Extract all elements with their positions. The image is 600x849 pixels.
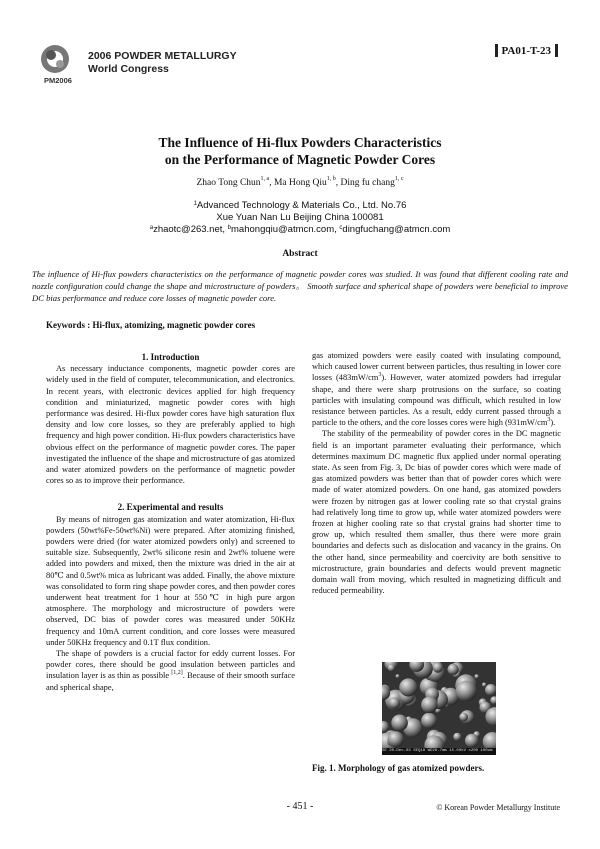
email-b: mahongqiu@atmcn.com, bbox=[231, 224, 340, 235]
affiliation bbox=[60, 200, 540, 236]
author-3: Ding fu chang bbox=[340, 178, 395, 188]
powder-particle bbox=[482, 683, 486, 687]
pm2006-logo-icon bbox=[40, 44, 70, 74]
author-1: Zhao Tong Chun bbox=[196, 178, 261, 188]
paper-code-badge bbox=[495, 44, 559, 57]
paper-title bbox=[60, 134, 540, 168]
author-2-sup: 1, b bbox=[326, 176, 336, 182]
intro-heading: 1. Introduction bbox=[141, 352, 200, 362]
powder-particle bbox=[448, 664, 459, 675]
citation-ref: [1,2] bbox=[171, 670, 183, 677]
logo-label: PM2006 bbox=[44, 76, 72, 85]
conference-line-2: World Congress bbox=[88, 63, 169, 75]
title-line-1: The Influence of Hi-flux Powders Characteristics bbox=[158, 135, 442, 150]
powder-particle bbox=[465, 734, 479, 748]
powder-particle bbox=[474, 674, 479, 679]
micrograph-databar: SE 20-Dec-03 SEQ18 WD20.7mm 15.00kV x200 100um bbox=[382, 748, 496, 755]
conference-name bbox=[88, 50, 237, 76]
email-c: dingfuchang@atmcn.com bbox=[342, 224, 451, 235]
powder-particle bbox=[396, 674, 400, 678]
affil-line-1: Advanced Technology & Materials Co., Ltd. No.76 bbox=[196, 200, 407, 211]
author-2: Ma Hong Qiu bbox=[273, 178, 327, 188]
right-paragraph-1: gas atomized powders were easily coated with insulating compound, which caused lower current between particles, thus resulting in lower core losses $(483mW/cm^3)$. However, water atomized powders had irregular shape, and there were sharp protrusions on the surface, so coating particles with insulating compound was difficult, which resulted in low resistance between particles. As a result, eddy current passed through a particle to the others, and the core losses cores were high $(931mW/cm^3)$. bbox=[312, 351, 561, 428]
author-1-sup: 1, a bbox=[260, 176, 270, 182]
author-list: Zhao Tong Chun$^{1, a}$, Ma Hong Qiu$^{1, b}$, Ding fu chang$^{1, c}$ bbox=[196, 176, 404, 188]
sem-image bbox=[382, 662, 496, 755]
experimental-paragraph-1: By means of nitrogen gas atomization and water atomization, Hi-flux powders (50wt%Fe-50wt%Ni) were prepared. After atomizing finished, powders were dried (for water atomized powders only) and screened to suitable size. Subsequently, 2wt% silicone resin and 2wt% toluene were added into powders and mixed, then the mixture was dried in the air at 80℃ and 0.5wt% mica as lubricant was added. Finally, the above mixture was consolidated to form ring shape powder cores, and then powder cores underwent heat treatment for 1 hour at 550℃ in high pure argon atmosphere. The morphology and microstructure of powders were observed, DC bias of powder cores was measured under 50KHz frequency and 10mA current condition, and core losses were measured under 50KHz frequency and 0.1T flux condition. bbox=[46, 514, 295, 647]
powder-particle bbox=[399, 678, 417, 696]
figure-caption: Fig. 1. Morphology of gas atomized powders. bbox=[312, 763, 485, 773]
powder-particle bbox=[453, 733, 461, 741]
left-bar-icon bbox=[495, 44, 498, 57]
abstract-text: The influence of Hi-flux powders characteristics on the performance of magnetic powder cores was studied. It was found that different cooling rate and nozzle configuration could change the shape and microstructure of powders。 Smooth surface and spherical shape of powders were beneficial to improve DC bias performance and reduce core losses of magnetic powder core. bbox=[32, 269, 568, 304]
powder-particle bbox=[456, 681, 477, 702]
right-bar-icon bbox=[555, 44, 558, 57]
affil-emails: $^a$zhaotc@263.net, $^b$mahongqiu@atmcn.com, $^c$dingfuchang@atmcn.com bbox=[149, 224, 451, 235]
powder-particle bbox=[389, 697, 400, 708]
copyright: © Korean Powder Metallurgy Institute bbox=[436, 803, 560, 812]
sem-micrograph-figure bbox=[382, 662, 496, 755]
intro-paragraph: As necessary inductance components, magnetic powder cores are widely used in the field of computer, telecommunication, and electronics. In recent years, with electronic devices applied for high frequency condition and miniaturized, magnetic powder cores with high performance was desired. Hi-flux powder cores have high saturation flux density and low core losses, so they are preferably applied to high frequency and high power condition. Hi-flux powders characteristics have obvious effect on the performance of magnetic powder cores. The paper investigated the influence of the shape and microstructure of gas atomized and water atomized powders on the performance of magnetic powder cores so as to improve their performance. bbox=[46, 364, 295, 486]
affil-num: 1 bbox=[193, 201, 197, 207]
experimental-paragraph-2: The shape of powders is a crucial factor for eddy current losses. For powder cores, there should be good insulation between particles and insulation layer is as thin as possible [1,2]. Because of their smooth surface and spherical shape, bbox=[46, 649, 295, 692]
abstract-heading: Abstract bbox=[282, 249, 318, 259]
powder-particle bbox=[388, 664, 395, 671]
keywords: Keywords : Hi-flux, atomizing, magnetic powder cores bbox=[46, 320, 256, 330]
paper-code: PA01-T-23 bbox=[501, 44, 551, 57]
affil-line-2: Xue Yuan Nan Lu Beijing China 100081 bbox=[216, 212, 384, 223]
page-number: - 451 - bbox=[286, 801, 314, 812]
author-3-sup: 1, c bbox=[394, 176, 404, 182]
powder-particle bbox=[421, 697, 438, 714]
powder-particle bbox=[421, 713, 437, 729]
experimental-heading: 2. Experimental and results bbox=[117, 502, 224, 513]
powder-particle bbox=[459, 713, 468, 722]
right-paragraph-2: The stability of the permeability of powder cores in the DC magnetic field is an important parameter evaluating their performance, which determines maximum DC magnetic flux applied under normal operating state. As seen from Fig. 3, Dc bias of powder cores which were made of gas atomized powders was better than that of powder cores which were made of water atomized powders. On one hand, gas atomized powders were frozen by nitrogen gas at lower cooling rate so that crystal grains had relatively long time to grow up, while water atomized powders were frozen at higher cooling rate so that crystal grains had shorter time to grow up, which resulted them smaller, thus there were more grain boundaries and defects such as dislocation and vacancy in the grains. On the other hand, since permeability and coercivity are both sensitive to microstructure, grain boundaries and defects would prevent magnetic domain wall from moving, which resulted in magnetizing difficult and reduced permeability. bbox=[312, 429, 561, 596]
email-a: zhaotc@263.net, bbox=[153, 224, 228, 235]
powder-particle bbox=[388, 731, 404, 747]
left-column bbox=[46, 352, 295, 693]
powder-particle bbox=[433, 662, 443, 672]
title-line-2: on the Performance of Magnetic Powder Cores bbox=[164, 152, 436, 167]
right-column bbox=[312, 350, 561, 596]
powder-particle bbox=[391, 715, 408, 732]
conference-line-1: 2006 POWDER METALLURGY bbox=[88, 50, 237, 62]
